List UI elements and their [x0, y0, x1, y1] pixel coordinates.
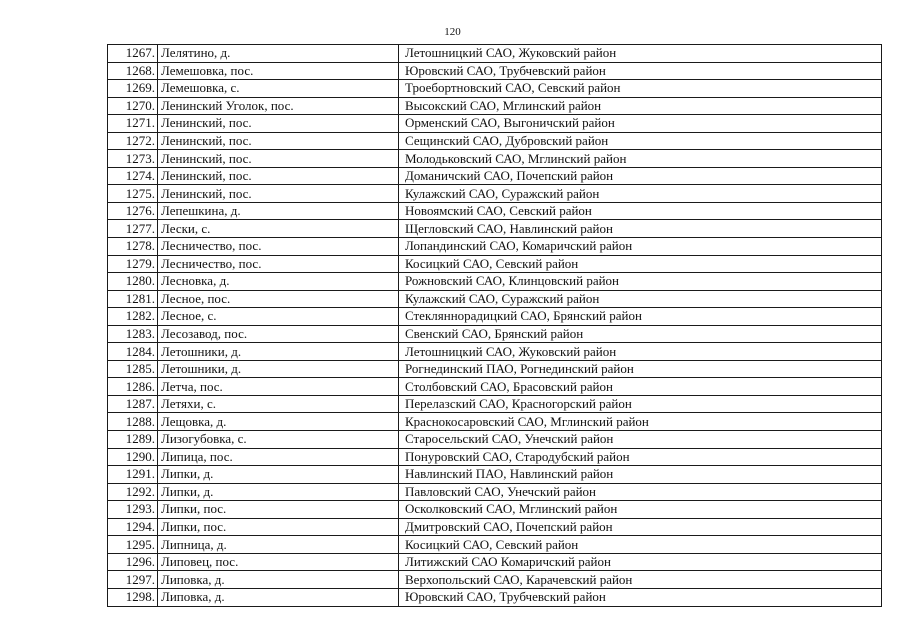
- row-number: 1281.: [108, 290, 158, 308]
- settlement-name: Липовец, пос.: [158, 553, 399, 571]
- administrative-unit: Новоямский САО, Севский район: [399, 202, 882, 220]
- table-row: [108, 483, 882, 501]
- table-row: [108, 238, 882, 256]
- settlement-name: Липки, пос.: [158, 518, 399, 536]
- row-number: 1286.: [108, 378, 158, 396]
- settlement-name: Лизогубовка, с.: [158, 431, 399, 449]
- table-row: [108, 62, 882, 80]
- administrative-unit: Щегловский САО, Навлинский район: [399, 220, 882, 238]
- table-row: [108, 501, 882, 519]
- settlement-name: Ленинский, пос.: [158, 167, 399, 185]
- settlement-name: Лесозавод, пос.: [158, 325, 399, 343]
- row-number: 1278.: [108, 238, 158, 256]
- table-row: [108, 255, 882, 273]
- settlement-table-body: [108, 45, 882, 607]
- row-number: 1284.: [108, 343, 158, 361]
- table-row: [108, 448, 882, 466]
- row-number: 1298.: [108, 588, 158, 606]
- settlement-name: Ленинский, пос.: [158, 115, 399, 133]
- settlement-name: Липица, пос.: [158, 448, 399, 466]
- administrative-unit: Литижский САО Комаричский район: [399, 553, 882, 571]
- administrative-unit: Перелазский САО, Красногорский район: [399, 395, 882, 413]
- table-row: [108, 220, 882, 238]
- row-number: 1267.: [108, 45, 158, 63]
- table-row: [108, 431, 882, 449]
- row-number: 1292.: [108, 483, 158, 501]
- settlement-name: Летошники, д.: [158, 360, 399, 378]
- page-number: 120: [444, 26, 461, 38]
- row-number: 1268.: [108, 62, 158, 80]
- row-number: 1294.: [108, 518, 158, 536]
- table-row: [108, 553, 882, 571]
- administrative-unit: Павловский САО, Унечский район: [399, 483, 882, 501]
- administrative-unit: Навлинский ПАО, Навлинский район: [399, 466, 882, 484]
- administrative-unit: Юровский САО, Трубчевский район: [399, 588, 882, 606]
- administrative-unit: Кулажский САО, Суражский район: [399, 290, 882, 308]
- table-row: [108, 378, 882, 396]
- settlement-name: Липница, д.: [158, 536, 399, 554]
- row-number: 1270.: [108, 97, 158, 115]
- administrative-unit: Лопандинский САО, Комаричский район: [399, 238, 882, 256]
- settlement-name: Лески, с.: [158, 220, 399, 238]
- table-row: [108, 588, 882, 606]
- administrative-unit: Стекляннорадицкий САО, Брянский район: [399, 308, 882, 326]
- row-number: 1280.: [108, 273, 158, 291]
- administrative-unit: Высокский САО, Мглинский район: [399, 97, 882, 115]
- row-number: 1274.: [108, 167, 158, 185]
- administrative-unit: Юровский САО, Трубчевский район: [399, 62, 882, 80]
- settlement-name: Липки, пос.: [158, 501, 399, 519]
- table-row: [108, 536, 882, 554]
- row-number: 1287.: [108, 395, 158, 413]
- administrative-unit: Понуровский САО, Стародубский район: [399, 448, 882, 466]
- settlement-table: [107, 44, 882, 607]
- table-row: [108, 132, 882, 150]
- settlement-name: Ленинский, пос.: [158, 150, 399, 168]
- administrative-unit: Косицкий САО, Севский район: [399, 536, 882, 554]
- administrative-unit: Орменский САО, Выгоничский район: [399, 115, 882, 133]
- row-number: 1269.: [108, 80, 158, 98]
- settlement-name: Липки, д.: [158, 466, 399, 484]
- table-row: [108, 290, 882, 308]
- settlement-name: Липовка, д.: [158, 571, 399, 589]
- table-row: [108, 273, 882, 291]
- row-number: 1283.: [108, 325, 158, 343]
- row-number: 1285.: [108, 360, 158, 378]
- settlement-name: Лемешовка, пос.: [158, 62, 399, 80]
- row-number: 1290.: [108, 448, 158, 466]
- settlement-name: Летча, пос.: [158, 378, 399, 396]
- row-number: 1275.: [108, 185, 158, 203]
- settlement-name: Лесное, с.: [158, 308, 399, 326]
- administrative-unit: Дмитровский САО, Почепский район: [399, 518, 882, 536]
- settlement-name: Лепешкина, д.: [158, 202, 399, 220]
- administrative-unit: Сещинский САО, Дубровский район: [399, 132, 882, 150]
- administrative-unit: Доманичский САО, Почепский район: [399, 167, 882, 185]
- administrative-unit: Летошницкий САО, Жуковский район: [399, 45, 882, 63]
- table-row: [108, 45, 882, 63]
- administrative-unit: Свенский САО, Брянский район: [399, 325, 882, 343]
- administrative-unit: Рогнединский ПАО, Рогнединский район: [399, 360, 882, 378]
- administrative-unit: Троебортновский САО, Севский район: [399, 80, 882, 98]
- table-row: [108, 167, 882, 185]
- row-number: 1277.: [108, 220, 158, 238]
- row-number: 1291.: [108, 466, 158, 484]
- table-row: [108, 518, 882, 536]
- table-row: [108, 325, 882, 343]
- row-number: 1289.: [108, 431, 158, 449]
- row-number: 1288.: [108, 413, 158, 431]
- administrative-unit: Рожновский САО, Клинцовский район: [399, 273, 882, 291]
- settlement-name: Липки, д.: [158, 483, 399, 501]
- row-number: 1271.: [108, 115, 158, 133]
- table-row: [108, 571, 882, 589]
- table-row: [108, 185, 882, 203]
- settlement-name: Лесное, пос.: [158, 290, 399, 308]
- settlement-name: Летошники, д.: [158, 343, 399, 361]
- settlement-name: Лесновка, д.: [158, 273, 399, 291]
- settlement-name: Лелятино, д.: [158, 45, 399, 63]
- table-row: [108, 466, 882, 484]
- row-number: 1279.: [108, 255, 158, 273]
- administrative-unit: Верхопольский САО, Карачевский район: [399, 571, 882, 589]
- table-row: [108, 80, 882, 98]
- row-number: 1296.: [108, 553, 158, 571]
- administrative-unit: Молодьковский САО, Мглинский район: [399, 150, 882, 168]
- table-row: [108, 150, 882, 168]
- administrative-unit: Старосельский САО, Унечский район: [399, 431, 882, 449]
- administrative-unit: Летошницкий САО, Жуковский район: [399, 343, 882, 361]
- administrative-unit: Столбовский САО, Брасовский район: [399, 378, 882, 396]
- row-number: 1295.: [108, 536, 158, 554]
- settlement-name: Лемешовка, с.: [158, 80, 399, 98]
- table-row: [108, 115, 882, 133]
- table-row: [108, 308, 882, 326]
- table-row: [108, 395, 882, 413]
- table-row: [108, 202, 882, 220]
- table-row: [108, 360, 882, 378]
- table-row: [108, 97, 882, 115]
- settlement-name: Ленинский Уголок, пос.: [158, 97, 399, 115]
- administrative-unit: Краснокосаровский САО, Мглинский район: [399, 413, 882, 431]
- administrative-unit: Косицкий САО, Севский район: [399, 255, 882, 273]
- administrative-unit: Кулажский САО, Суражский район: [399, 185, 882, 203]
- row-number: 1276.: [108, 202, 158, 220]
- settlement-name: Ленинский, пос.: [158, 132, 399, 150]
- row-number: 1273.: [108, 150, 158, 168]
- row-number: 1282.: [108, 308, 158, 326]
- settlement-name: Летяхи, с.: [158, 395, 399, 413]
- table-row: [108, 343, 882, 361]
- row-number: 1293.: [108, 501, 158, 519]
- settlement-name: Липовка, д.: [158, 588, 399, 606]
- table-row: [108, 413, 882, 431]
- row-number: 1297.: [108, 571, 158, 589]
- administrative-unit: Осколковский САО, Мглинский район: [399, 501, 882, 519]
- settlement-name: Лещовка, д.: [158, 413, 399, 431]
- row-number: 1272.: [108, 132, 158, 150]
- settlement-name: Ленинский, пос.: [158, 185, 399, 203]
- settlement-name: Лесничество, пос.: [158, 255, 399, 273]
- settlement-name: Лесничество, пос.: [158, 238, 399, 256]
